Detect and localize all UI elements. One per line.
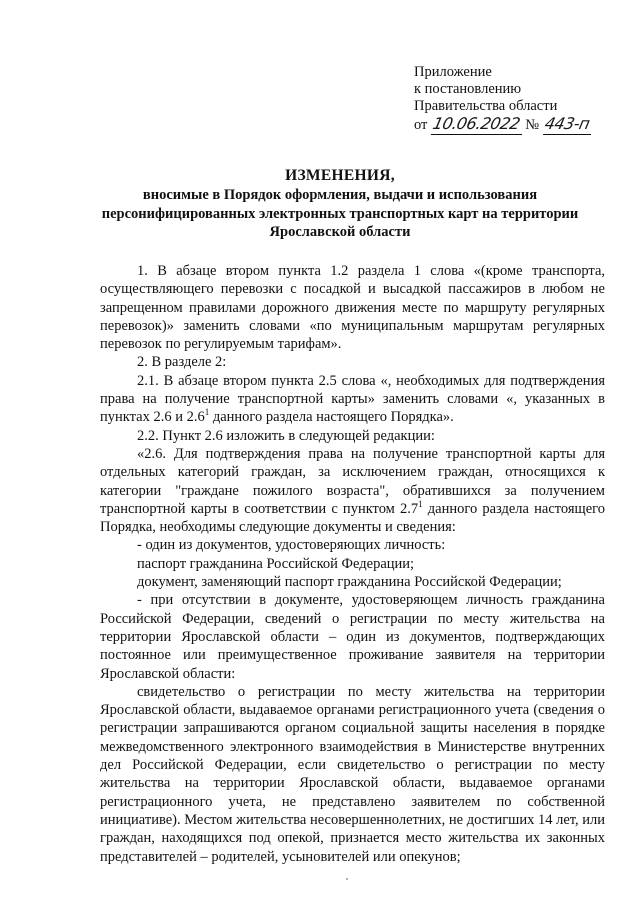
paragraph-2-1-text-a: 2.1. В абзаце втором пункта 2.5 слова «, необходимых для подтверждения права на получение транспортной карты» заменить словами «, указанных в пунктах 2.6 и 2.6 <box>100 372 605 426</box>
handwritten-date: 10.06.2022 <box>431 114 522 133</box>
document-subtitle-line-1: вносимые в Порядок оформления, выдачи и использования <box>142 187 538 203</box>
paragraph-2-6-text-a: «2.6. Для подтверждения права на получение транспортной карты для отдельных категорий граждан, за исключением граждан, относящихся к категории "граждане пожилого возраста", обратившихся за получением транспортной карты в соответствии с пунктом 2.7 <box>100 445 605 517</box>
document-title: ИЗМЕНЕНИЯ, <box>285 167 395 184</box>
paragraph-1: 1. В абзаце втором пункта 1.2 раздела 1 слова «(кроме транспорта, осуществляющего перевозки с посадкой и высадкой пассажиров в любом не запрещенном правилами дорожного движения месте по маршруту регулярных перевозок)» заменить словами «по муниципальным маршрутам регулярных перевозок по регулируемым тарифам». <box>100 263 605 353</box>
list-item-replacement-doc: документ, заменяющий паспорт гражданина Российской Федерации; <box>137 574 562 591</box>
date-underline <box>431 115 522 135</box>
superscript: 1 <box>204 407 210 418</box>
document-subtitle-line-3: Ярославской области <box>269 224 411 240</box>
list-item-passport: паспорт гражданина Российской Федерации; <box>137 555 415 572</box>
superscript: 1 <box>418 499 423 510</box>
handwritten-number: 443-п <box>542 114 592 133</box>
appendix-line-decree: к постановлению <box>414 81 522 97</box>
paragraph-2-6-text-b: данного раздела настоящего Порядка, необходимы следующие документы и сведения: <box>100 500 605 536</box>
paragraph-2-1 <box>100 372 605 427</box>
date-prefix: от <box>414 117 428 133</box>
paragraph-2: 2. В разделе 2: <box>137 354 227 371</box>
appendix-date-number <box>414 115 624 135</box>
document-heading <box>60 166 620 242</box>
appendix-line-government: Правительства области <box>414 98 558 114</box>
paragraph-2-2: 2.2. Пункт 2.6 изложить в следующей редакции: <box>137 427 435 444</box>
number-prefix: № <box>525 117 540 133</box>
list-item-residence-docs: - при отсутствии в документе, удостоверяющем личность гражданина Российской Федерации, сведений о регистрации по месту жительства на территории Ярославской области – один из документов, подтверждающих постоянное или преимущественное проживание заявителя на территории Ярославской области: <box>100 592 605 682</box>
number-underline <box>543 115 591 135</box>
list-item-identity-docs: - один из документов, удостоверяющих личность: <box>137 537 446 554</box>
list-item-registration-certificate: свидетельство о регистрации по месту жительства на территории Ярославской области, выдаваемое органами регистрационного учета (сведения о регистрации запрашиваются органом социальной защиты населения в порядке межведомственного электронного взаимодействия в Министерстве внутренних дел Российской Федерации, если свидетельство о регистрации по месту жительства на территории Ярославской области, выдаваемое органами регистрационного учета, не представлено заявителем по собственной инициативе). Местом жительства несовершеннолетних, не достигших 14 лет, или граждан, находящихся под опекой, признается место жительства их законных представителей – родителей, усыновителей или опекунов; <box>100 683 606 865</box>
paragraph-2-6 <box>100 445 605 536</box>
appendix-title: Приложение <box>414 64 492 80</box>
appendix-block <box>414 64 624 135</box>
document-body <box>100 262 605 866</box>
scan-speck <box>346 878 348 880</box>
paragraph-2-1-text-b: данного раздела настоящего Порядка». <box>209 409 454 426</box>
document-subtitle-line-2: персонифицированных электронных транспортных карт на территории <box>101 205 579 222</box>
